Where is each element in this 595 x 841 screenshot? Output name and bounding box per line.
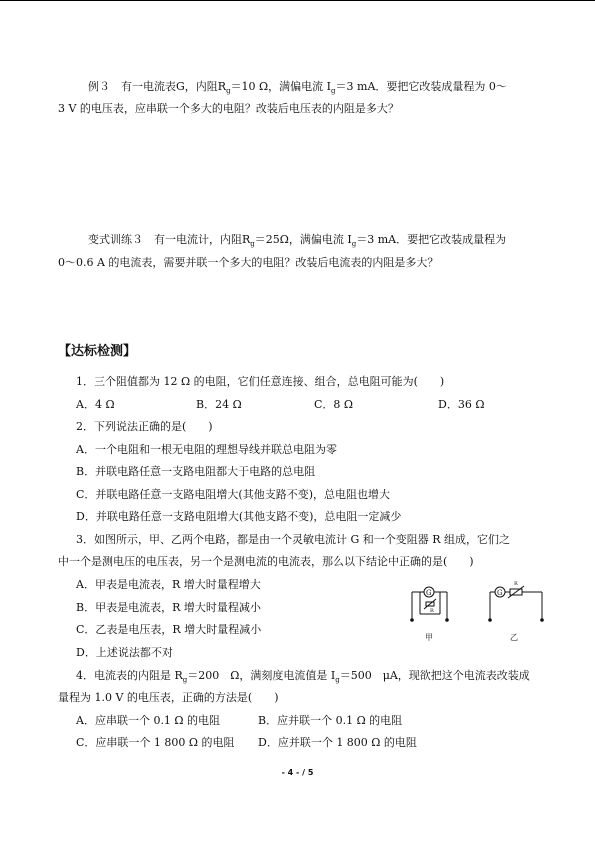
q4-option-c: C．应串联一个 1 800 Ω 的电阻 [76, 736, 235, 749]
q1-option-c: C．8 Ω [314, 398, 354, 411]
q2-option-b: B．并联电路任意一支路电阻都大于电路的总电阻 [76, 465, 316, 478]
q3-stem-line1: 3．如图所示，甲、乙两个电路，都是由一个灵敏电流计 G 和一个变阻器 R 组成，它们之 [76, 533, 511, 546]
variant3-line2: 0～0.6 A 的电流表，需要并联一个多大的电阻？改装后电流表的内阻是多大？ [58, 256, 439, 269]
q3-option-b: B．甲表是电流表，R 增大时量程减小 [76, 601, 261, 614]
q2-option-c: C．并联电路任意一支路电阻增大(其他支路不变)，总电阻也增大 [76, 488, 390, 501]
q4-text-b: ＝200 Ω，满刻度电流值是 I [187, 669, 336, 682]
variant3-line1 [88, 233, 506, 247]
q3-option-d: D．上述说法都不对 [76, 646, 173, 659]
variant3-sub-g: g [250, 240, 255, 249]
example3-line1 [88, 80, 507, 94]
q1-option-b: B．24 Ω [196, 398, 242, 411]
q4-stem-line1 [76, 669, 530, 683]
q4-option-d: D．应并联一个 1 800 Ω 的电阻 [258, 736, 417, 749]
variant3-sub-g2: g [351, 240, 357, 249]
yi-g-label: G [497, 589, 503, 597]
q4-option-a: A．应串联一个 0.1 Ω 的电阻 [76, 714, 221, 727]
variant3-text-b: ＝25Ω，满偏电流 I [254, 233, 352, 246]
label-jia: 甲 [425, 633, 433, 642]
example3-line2: 3 V 的电压表，应串联一个多大的电阻？改装后电压表的内阻是多大？ [58, 102, 399, 115]
example3-sub-g2: g [331, 87, 336, 96]
q4-option-b: B．应并联一个 0.1 Ω 的电阻 [258, 714, 403, 727]
top-rule [0, 0, 595, 1]
q3-stem-line2: 中一个是测电压的电压表，另一个是测电流的电流表，那么以下结论中正确的是( ) [58, 555, 474, 568]
q2-option-d: D．并联电路任意一支路电阻增大(其他支路不变)，总电阻一定减少 [76, 510, 402, 523]
q4-sub-g2: g [335, 676, 340, 685]
q2-stem: 2．下列说法正确的是( ) [76, 420, 213, 433]
example3-text-b: ＝10 Ω，满偏电流 I [230, 80, 332, 93]
q2-option-a: A．一个电阻和一根无电阻的理想导线并联总电阻为零 [76, 443, 337, 456]
label-yi: 乙 [510, 633, 518, 642]
yi-r-label: R [514, 581, 518, 587]
example3-text-a: 例３ 有一电流表G，内阻R [88, 80, 227, 93]
q1-option-d: D．36 Ω [438, 398, 485, 411]
page-number: - 4 - / 5 [281, 768, 314, 777]
example3-sub-g: g [226, 87, 231, 96]
q1-stem: 1．三个阻值都为 12 Ω 的电阻，它们任意连接、组合，总电阻可能为( ) [76, 375, 445, 388]
q3-option-c: C．乙表是电压表，R 增大时量程减小 [76, 623, 262, 636]
q3-option-a: A．甲表是电流表，R 增大时量程增大 [76, 578, 261, 591]
jia-g-label: G [426, 589, 432, 597]
q4-stem-line2: 量程为 1.0 V 的电压表，正确的方法是( ) [58, 691, 279, 704]
example3-text-c: ＝3 mA．要把它改装成量程为 0～ [335, 80, 507, 93]
q4-text-a: 4．电流表的内阻是 R [76, 669, 183, 682]
variant3-text-a: 变式训练３ 有一电流计，内阻R [88, 233, 251, 246]
q4-text-c: ＝500 μA，现欲把这个电流表改装成 [339, 669, 530, 682]
jia-r-label: R [430, 608, 434, 614]
circuit-figure [402, 572, 552, 644]
q1-option-a: A．4 Ω [76, 398, 115, 411]
variant3-text-c: ＝3 mA．要把它改装成量程为 [356, 233, 507, 246]
q4-sub-g: g [182, 676, 188, 685]
section-title: 【达标检测】 [58, 344, 137, 359]
